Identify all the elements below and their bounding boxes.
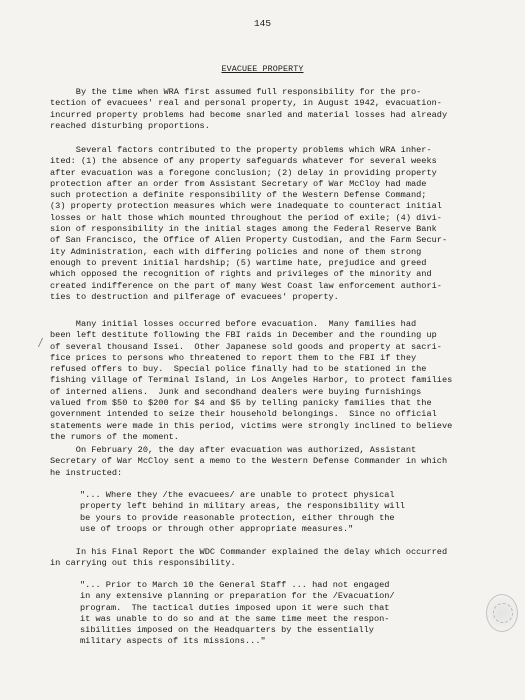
page-number: 145 xyxy=(253,18,272,29)
paragraph-intro: By the time when WRA first assumed full responsibility for the pro- tection of evacuees' real and personal property, in August 1942, evacuation- incurred property problems had become snarled and material losses had already reached disturbing proportions. xyxy=(50,87,448,131)
page-title: EVACUEE PROPERTY xyxy=(221,64,304,74)
margin-mark xyxy=(38,338,48,347)
quote-wdc-commander: "... Prior to March 10 the General Staff ... had not engaged in any extensive planning or preparation for the /Evacuation/ program. The tactical duties imposed upon it were such that it was unable to do so and at the same time meet the respon- sibilities imposed on the Headquarters by the essentially military aspects of its missions..." xyxy=(80,580,395,647)
library-stamp-seal xyxy=(486,594,518,632)
paragraph-factors: Several factors contributed to the property problems which WRA inher- ited: (1) the absence of any property safeguards whatever for several weeks after evacuation was a foregone conclusion; (2) delay in providing property protection after an order from Assistant Secretary of War McCloy had made such protection a definite responsibility of the Western Defense Command; (3) property protection measures which were inadequate to counteract initial losses or halt those which mounted throughout the period of exile; (4) divi- sion of responsibility in the initial stages among the Federal Reserve Bank of San Francisco, the Office of Alien Property Custodian, and the Farm Secur- ity Administration, each with differing policies and none of them strong enough to prevent initial hardship; (5) wartime hate, prejudice and greed which opposed the recognition of rights and privileges of the minority and created indifference on the part of many West Coast law enforcement authori- ties to destruction and pilferage of evacuees' property. xyxy=(50,145,448,302)
quote-mccloy: "... Where they /the evacuees/ are unable to protect physical property left behind in military areas, the responsibility will be yours to provide reasonable protection, either through the use of troops or through other appropriate measures." xyxy=(80,490,405,534)
paragraph-mccloy-memo: On February 20, the day after evacuation was authorized, Assistant Secretary of War McCloy sent a memo to the Western Defense Commander in which he instructed: xyxy=(50,445,448,478)
paragraph-initial-losses: Many initial losses occurred before evacuation. Many families had been left destitute following the FBI raids in December and the rounding up of several thousand Issei. Other Japanese sold goods and property at sacri- fice prices to persons who threatened to report them to the FBI if they refused offers to buy. Special police finally had to be stationed in the fishing village of Terminal Island, in Los Angeles Harbor, to protect families of interned aliens. Junk and secondhand dealers were buying furnishings valued from $50 to $200 for $4 and $5 by telling panicky families that the government intended to seize their household belongings. Since no official statements were made in this period, victims were strongly inclined to believe the rumors of the moment. xyxy=(50,319,453,442)
paragraph-final-report: In his Final Report the WDC Commander explained the delay which occurred in carrying out this responsibility. xyxy=(50,547,448,569)
